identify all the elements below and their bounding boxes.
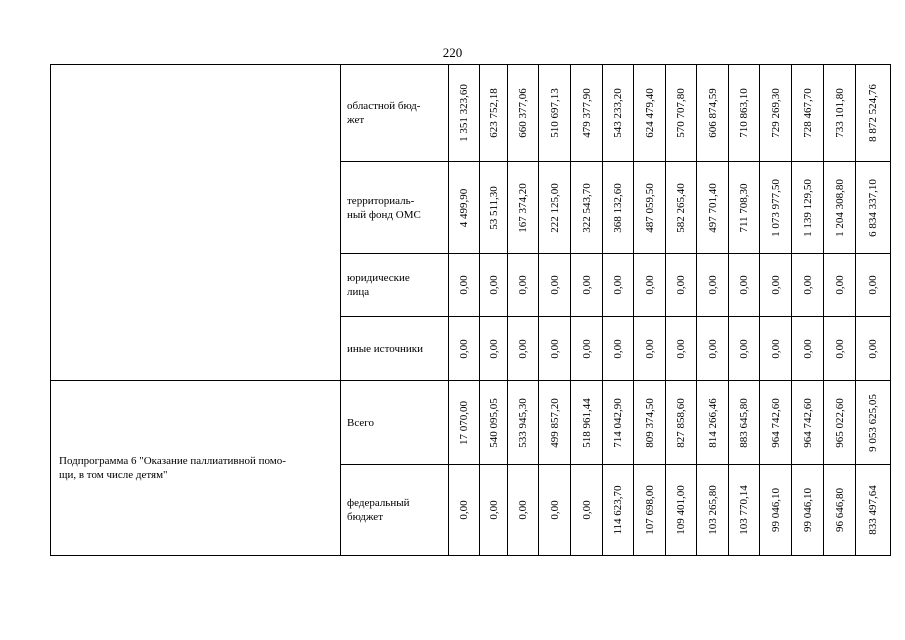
amount-value: 582 265,40 (675, 182, 687, 233)
amount-value: 0,00 (487, 338, 500, 359)
amount-value: 0,00 (738, 338, 750, 359)
amount-value: 733 101,80 (833, 88, 846, 138)
amount-value: 0,00 (580, 338, 593, 359)
amount-value: 6 834 337,10 (867, 178, 879, 237)
year-value-cell (666, 465, 697, 556)
funding-source-label: областной бюд- жет (347, 100, 421, 126)
budget-table (50, 64, 891, 556)
total-value-cell (856, 254, 891, 317)
amount-value: 814 266,46 (706, 397, 719, 448)
year-value-cell (571, 162, 603, 254)
amount-value: 624 479,40 (643, 88, 656, 138)
year-value-cell (729, 65, 760, 162)
amount-value: 543 233,20 (612, 88, 624, 138)
amount-value: 623 752,18 (487, 88, 500, 138)
funding-source-cell (341, 317, 449, 381)
amount-value: 1 073 977,50 (769, 178, 782, 237)
funding-source-label: иные источники (347, 342, 423, 355)
year-value-cell (508, 254, 539, 317)
year-value-cell (508, 381, 539, 465)
year-value-cell (824, 65, 856, 162)
amount-value: 0,00 (769, 338, 782, 359)
year-value-cell (449, 381, 480, 465)
year-value-cell (792, 381, 824, 465)
year-value-cell (666, 317, 697, 381)
amount-value: 728 467,70 (801, 88, 814, 138)
year-value-cell (697, 465, 729, 556)
amount-value: 322 543,70 (580, 182, 593, 233)
amount-value: 710 863,10 (738, 88, 750, 138)
amount-value: 0,00 (675, 275, 687, 295)
amount-value: 0,00 (643, 338, 656, 359)
amount-value: 809 374,50 (643, 397, 656, 448)
amount-value: 0,00 (706, 275, 719, 295)
year-value-cell (449, 65, 480, 162)
amount-value: 109 401,00 (675, 485, 687, 535)
amount-value: 0,00 (833, 338, 846, 359)
amount-value: 53 511,30 (487, 185, 500, 230)
amount-value: 222 125,00 (548, 182, 561, 233)
amount-value: 96 646,80 (833, 488, 846, 532)
amount-value: 499 857,20 (548, 397, 561, 448)
year-value-cell (760, 254, 792, 317)
year-value-cell (480, 254, 508, 317)
year-value-cell (792, 162, 824, 254)
amount-value: 99 046,10 (769, 488, 782, 532)
year-value-cell (508, 465, 539, 556)
year-value-cell (697, 254, 729, 317)
amount-value: 0,00 (517, 338, 529, 359)
year-value-cell (634, 65, 666, 162)
amount-value: 0,00 (580, 500, 593, 520)
year-value-cell (571, 254, 603, 317)
program-cell (51, 65, 341, 381)
funding-source-label: Всего (347, 416, 374, 429)
amount-value: 965 022,60 (833, 397, 846, 448)
amount-value: 0,00 (801, 338, 814, 359)
amount-value: 167 374,20 (517, 182, 529, 233)
funding-source-cell (341, 465, 449, 556)
amount-value: 0,00 (487, 275, 500, 295)
amount-value: 479 377,90 (580, 88, 593, 138)
year-value-cell (666, 381, 697, 465)
year-value-cell (760, 317, 792, 381)
year-value-cell (634, 317, 666, 381)
amount-value: 103 265,80 (706, 485, 719, 535)
amount-value: 0,00 (458, 338, 470, 359)
program-cell (51, 381, 341, 556)
year-value-cell (666, 162, 697, 254)
year-value-cell (729, 381, 760, 465)
funding-source-cell (341, 162, 449, 254)
year-value-cell (634, 162, 666, 254)
funding-source-label: юридические лица (347, 272, 410, 298)
year-value-cell (729, 162, 760, 254)
amount-value: 0,00 (867, 338, 879, 359)
amount-value: 497 701,40 (706, 182, 719, 233)
year-value-cell (539, 254, 571, 317)
amount-value: 1 139 129,50 (801, 178, 814, 237)
year-value-cell (539, 162, 571, 254)
amount-value: 0,00 (517, 275, 529, 295)
total-value-cell (856, 65, 891, 162)
amount-value: 107 698,00 (643, 485, 656, 535)
year-value-cell (571, 465, 603, 556)
year-value-cell (539, 381, 571, 465)
amount-value: 17 070,00 (458, 400, 470, 445)
amount-value: 606 874,59 (706, 88, 719, 138)
year-value-cell (634, 381, 666, 465)
total-value-cell (856, 381, 891, 465)
table-row (51, 381, 891, 465)
year-value-cell (729, 317, 760, 381)
year-value-cell (760, 465, 792, 556)
amount-value: 729 269,30 (769, 88, 782, 138)
year-value-cell (603, 65, 634, 162)
year-value-cell (760, 162, 792, 254)
year-value-cell (539, 65, 571, 162)
amount-value: 4 499,90 (458, 188, 470, 227)
amount-value: 833 497,64 (867, 485, 879, 535)
year-value-cell (729, 465, 760, 556)
total-value-cell (856, 317, 891, 381)
page-number: 220 (442, 45, 463, 60)
year-value-cell (792, 254, 824, 317)
amount-value: 0,00 (867, 275, 879, 295)
funding-source-cell (341, 254, 449, 317)
year-value-cell (449, 254, 480, 317)
amount-value: 9 053 625,05 (867, 393, 879, 452)
amount-value: 660 377,06 (517, 88, 529, 138)
amount-value: 0,00 (801, 275, 814, 295)
year-value-cell (603, 162, 634, 254)
year-value-cell (760, 65, 792, 162)
funding-source-label: территориаль- ный фонд ОМС (347, 194, 421, 221)
year-value-cell (480, 317, 508, 381)
funding-source-cell (341, 65, 449, 162)
total-value-cell (856, 465, 891, 556)
amount-value: 0,00 (580, 275, 593, 295)
year-value-cell (824, 162, 856, 254)
year-value-cell (508, 65, 539, 162)
year-value-cell (508, 162, 539, 254)
amount-value: 0,00 (548, 338, 561, 359)
amount-value: 0,00 (458, 500, 470, 520)
amount-value: 103 770,14 (738, 485, 750, 535)
amount-value: 964 742,60 (769, 397, 782, 448)
amount-value: 533 945,30 (517, 397, 529, 448)
amount-value: 711 708,30 (738, 182, 750, 233)
year-value-cell (634, 254, 666, 317)
year-value-cell (571, 65, 603, 162)
year-value-cell (666, 254, 697, 317)
year-value-cell (603, 465, 634, 556)
year-value-cell (571, 317, 603, 381)
year-value-cell (729, 254, 760, 317)
amount-value: 0,00 (548, 500, 561, 520)
year-value-cell (603, 317, 634, 381)
amount-value: 0,00 (612, 275, 624, 295)
amount-value: 0,00 (487, 500, 500, 520)
year-value-cell (792, 317, 824, 381)
funding-source-label: федеральный бюджет (347, 497, 410, 523)
amount-value: 0,00 (458, 275, 470, 295)
year-value-cell (539, 317, 571, 381)
year-value-cell (792, 65, 824, 162)
amount-value: 0,00 (643, 275, 656, 295)
amount-value: 99 046,10 (801, 488, 814, 532)
amount-value: 540 095,05 (487, 397, 500, 448)
amount-value: 0,00 (517, 500, 529, 520)
year-value-cell (697, 65, 729, 162)
year-value-cell (634, 465, 666, 556)
amount-value: 0,00 (675, 338, 687, 359)
year-value-cell (760, 381, 792, 465)
year-value-cell (824, 381, 856, 465)
year-value-cell (480, 465, 508, 556)
amount-value: 1 351 323,60 (458, 84, 470, 142)
amount-value: 0,00 (548, 275, 561, 295)
amount-value: 368 132,60 (612, 182, 624, 233)
year-value-cell (824, 465, 856, 556)
amount-value: 827 858,60 (675, 397, 687, 448)
amount-value: 0,00 (833, 275, 846, 295)
funding-source-cell (341, 381, 449, 465)
year-value-cell (480, 381, 508, 465)
year-value-cell (666, 65, 697, 162)
amount-value: 510 697,13 (548, 88, 561, 138)
amount-value: 570 707,80 (675, 88, 687, 138)
year-value-cell (792, 465, 824, 556)
amount-value: 0,00 (612, 338, 624, 359)
amount-value: 0,00 (706, 338, 719, 359)
amount-value: 0,00 (738, 275, 750, 295)
amount-value: 114 623,70 (612, 485, 624, 535)
amount-value: 487 059,50 (643, 182, 656, 233)
total-value-cell (856, 162, 891, 254)
year-value-cell (603, 381, 634, 465)
amount-value: 0,00 (769, 275, 782, 295)
table-row (51, 65, 891, 162)
year-value-cell (449, 465, 480, 556)
year-value-cell (480, 162, 508, 254)
year-value-cell (480, 65, 508, 162)
year-value-cell (539, 465, 571, 556)
year-value-cell (824, 317, 856, 381)
amount-value: 518 961,44 (580, 397, 593, 448)
year-value-cell (697, 162, 729, 254)
year-value-cell (449, 317, 480, 381)
year-value-cell (508, 317, 539, 381)
amount-value: 883 645,80 (738, 397, 750, 448)
year-value-cell (697, 381, 729, 465)
year-value-cell (824, 254, 856, 317)
amount-value: 714 042,90 (612, 397, 624, 448)
year-value-cell (697, 317, 729, 381)
amount-value: 964 742,60 (801, 397, 814, 448)
year-value-cell (603, 254, 634, 317)
program-label: Подпрограмма 6 "Оказание паллиативной помо- щи, в том числе детям" (59, 455, 286, 481)
year-value-cell (571, 381, 603, 465)
year-value-cell (449, 162, 480, 254)
amount-value: 1 204 308,80 (833, 178, 846, 237)
amount-value: 8 872 524,76 (867, 84, 879, 142)
table-body (51, 65, 891, 556)
